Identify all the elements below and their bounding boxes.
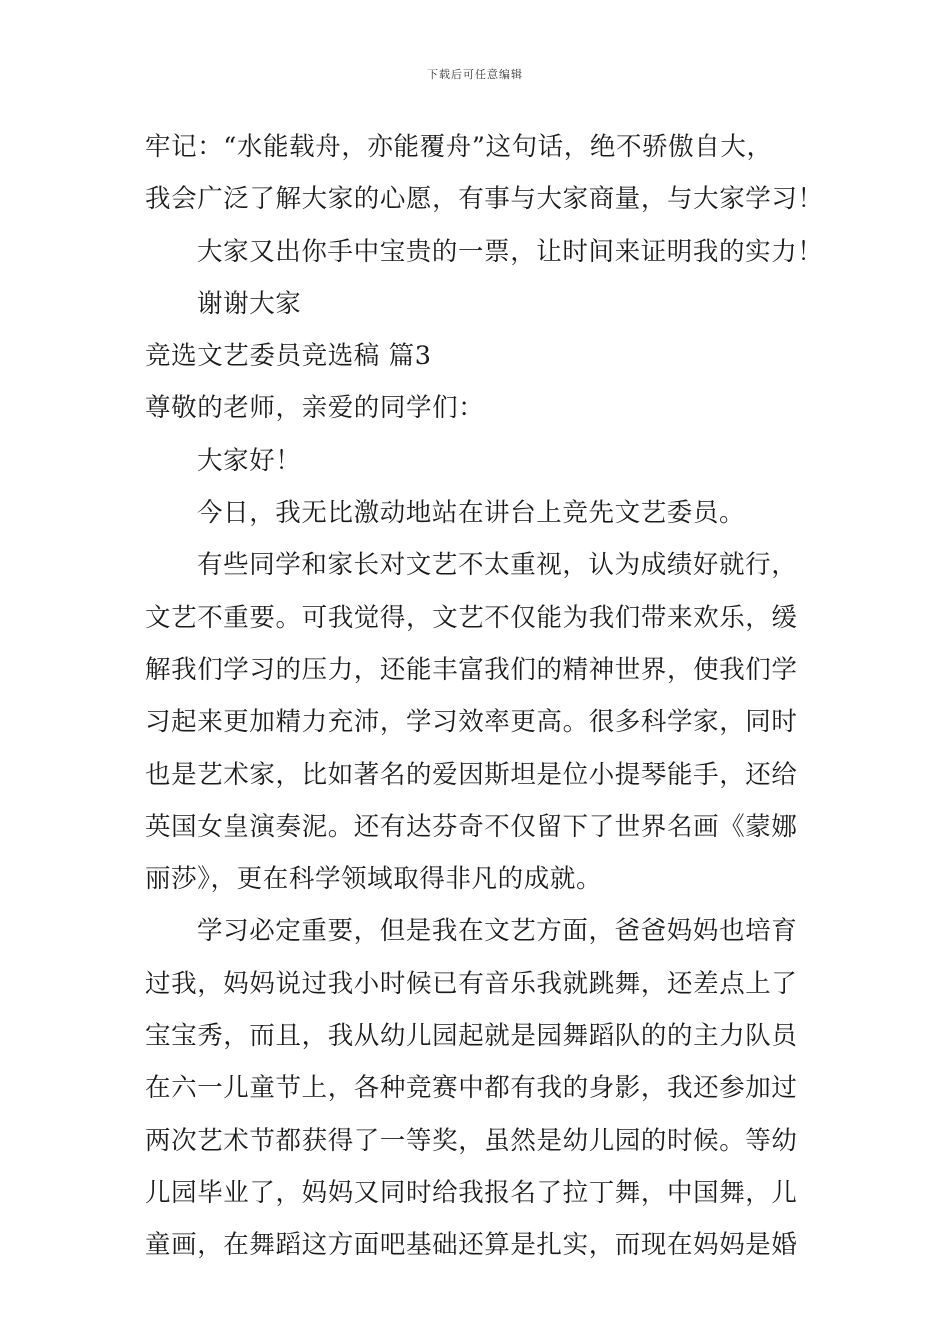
- text-line: 过我，妈妈说过我小时候已有音乐我就跳舞，还差点上了: [145, 968, 798, 999]
- salutation: 尊敬的老师，亲爱的同学们：: [145, 393, 485, 424]
- text-line: 今日，我无比激动地站在讲台上竞先文艺委员。: [197, 498, 746, 529]
- text-line: 儿园毕业了，妈妈又同时给我报名了拉丁舞，中国舞，儿: [145, 1177, 798, 1208]
- text-line: 我会广泛了解大家的心愿，有事与大家商量，与大家学习！: [145, 184, 824, 215]
- text-line: 也是艺术家，比如著名的爱因斯坦是位小提琴能手，还给: [145, 759, 798, 790]
- section-heading: 竞选文艺委员竞选稿 篇3: [145, 341, 432, 372]
- text-line: 童画，在舞蹈这方面吧基础还算是扎实，而现在妈妈是婚: [145, 1230, 798, 1261]
- page-header: 下载后可任意编辑: [427, 68, 523, 81]
- text-line: 宝宝秀，而且，我从幼儿园起就是园舞蹈队的的主力队员: [145, 1021, 798, 1052]
- text-line: 英国女皇演奏泥。还有达芬奇不仅留下了世界名画《蒙娜: [145, 811, 798, 842]
- text-line: 丽莎》，更在科学领域取得非凡的成就。: [145, 864, 603, 895]
- text-line: 牢记：“水能载舟，亦能覆舟”这句话，绝不骄傲自大，: [145, 132, 773, 162]
- text-line: 谢谢大家: [197, 288, 302, 319]
- text-line: 在六一儿童节上，各种竞赛中都有我的身影，我还参加过: [145, 1073, 798, 1104]
- document-body: [145, 127, 824, 1278]
- greeting: 大家好！: [197, 445, 302, 476]
- text-line: 学习必定重要，但是我在文艺方面，爸爸妈妈也培育: [197, 916, 798, 947]
- text-line: 文艺不重要。可我觉得，文艺不仅能为我们带来欢乐，缓: [145, 602, 798, 633]
- text-line: 习起来更加精力充沛，学习效率更高。很多科学家，同时: [145, 707, 798, 738]
- text-line: 解我们学习的压力，还能丰富我们的精神世界，使我们学: [145, 654, 798, 685]
- text-line: 大家又出你手中宝贵的一票，让时间来证明我的实力！: [197, 236, 824, 267]
- text-line: 两次艺术节都获得了一等奖，虽然是幼儿园的时候。等幼: [145, 1125, 798, 1156]
- text-line: 有些同学和家长对文艺不太重视，认为成绩好就行，: [197, 550, 798, 581]
